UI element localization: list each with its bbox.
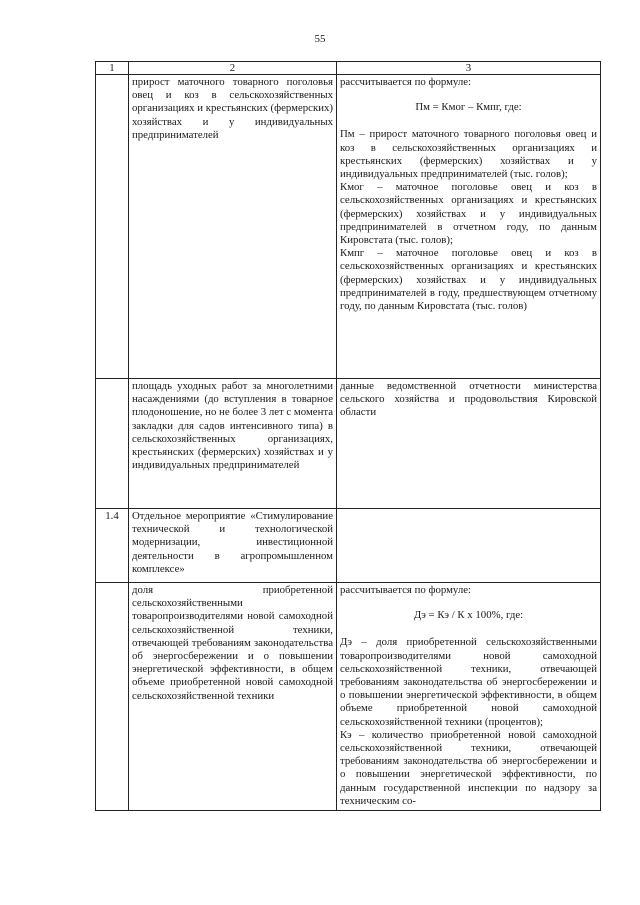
row-number: 1.4 [96, 509, 129, 583]
row-number [96, 379, 129, 509]
method-intro: рассчитывается по формуле: [340, 76, 472, 88]
table-row [96, 509, 601, 583]
table-row [96, 379, 601, 509]
method-cell [337, 583, 601, 811]
indicator-cell: Отдельное мероприятие «Стимулирование технической и технологической модернизации, инвестиционной деятельности в агропромышленном комплексе» [129, 509, 337, 583]
method-cell: данные ведомственной отчетности министерства сельского хозяйства и продовольствия Кировской области [337, 379, 601, 509]
table-row [96, 75, 601, 379]
method-cell [337, 75, 601, 379]
definition: Дэ – доля приобретенной сельскохозяйственными товаропроизводителями новой самоходной сельскохозяйственной техники, отвечающей требованиям законодательства об энергосбережении и о повышении энергетической эффективности, в общем объеме приобретенной новой самоходной сельскохозяйственной техники (процентов); [340, 636, 597, 728]
definition: Кмпг – маточное поголовье овец и коз в сельскохозяйственных организациях и крестьянских (фермерских) хозяйствах и у индивидуальных предпринимателей в году, предшествующем отчетному году, по данным Кировстата (тыс. голов) [340, 247, 597, 313]
method-intro: рассчитывается по формуле: [340, 584, 472, 596]
header-col-3: 3 [337, 62, 601, 75]
row-number [96, 583, 129, 811]
indicator-cell: прирост маточного товарного поголовья овец и коз в сельскохозяйственных организациях и крестьянских (фермерских) хозяйствах и у индивидуальных предпринимателей [129, 75, 337, 379]
indicator-cell: доля приобретенной сельскохозяйственными товаропроизводителями новой самоходной сельскохозяйственной техники, отвечающей требованиям законодательства об энергосбережении и о повышении энергетической эффективности, в общем объеме приобретенной новой самоходной сельскохозяйственной техники [129, 583, 337, 811]
definition: Кэ – количество приобретенной новой самоходной сельскохозяйственной техники, отвечающей требованиям законодательства об энергосбережении и о повышении энергетической эффективности, по данным государственной инспекции по надзору за техническим со- [340, 728, 597, 807]
definition: Кмог – маточное поголовье овец и коз в сельскохозяйственных организациях и крестьянских (фермерских) хозяйствах и у индивидуальных предпринимателей в отчетном году, по данным Кировстата (тыс. голов); [340, 181, 597, 247]
formula: Дэ = Кэ / К x 100%, где: [413, 609, 524, 622]
formula: Пм = Кмог – Кмпг, где: [415, 101, 522, 114]
indicators-table [95, 61, 601, 811]
method-cell [337, 509, 601, 583]
row-number [96, 75, 129, 379]
definition: Пм – прирост маточного товарного поголовья овец и коз в сельскохозяйственных организациях и крестьянских (фермерских) хозяйствах и у индивидуальных предпринимателей (тыс. голов); [340, 128, 597, 181]
page-number: 55 [314, 33, 326, 45]
table-row [96, 583, 601, 811]
indicator-cell: площадь уходных работ за многолетними насаждениями (до вступления в товарное плодоношение, но не более 3 лет с момента закладки для садов интенсивного типа) в сельскохозяйственных организациях, крестьянских (фермерских) хозяйствах и у индивидуальных предпринимателей [129, 379, 337, 509]
header-col-2: 2 [129, 62, 337, 75]
header-row [96, 62, 601, 75]
header-col-1: 1 [96, 62, 129, 75]
